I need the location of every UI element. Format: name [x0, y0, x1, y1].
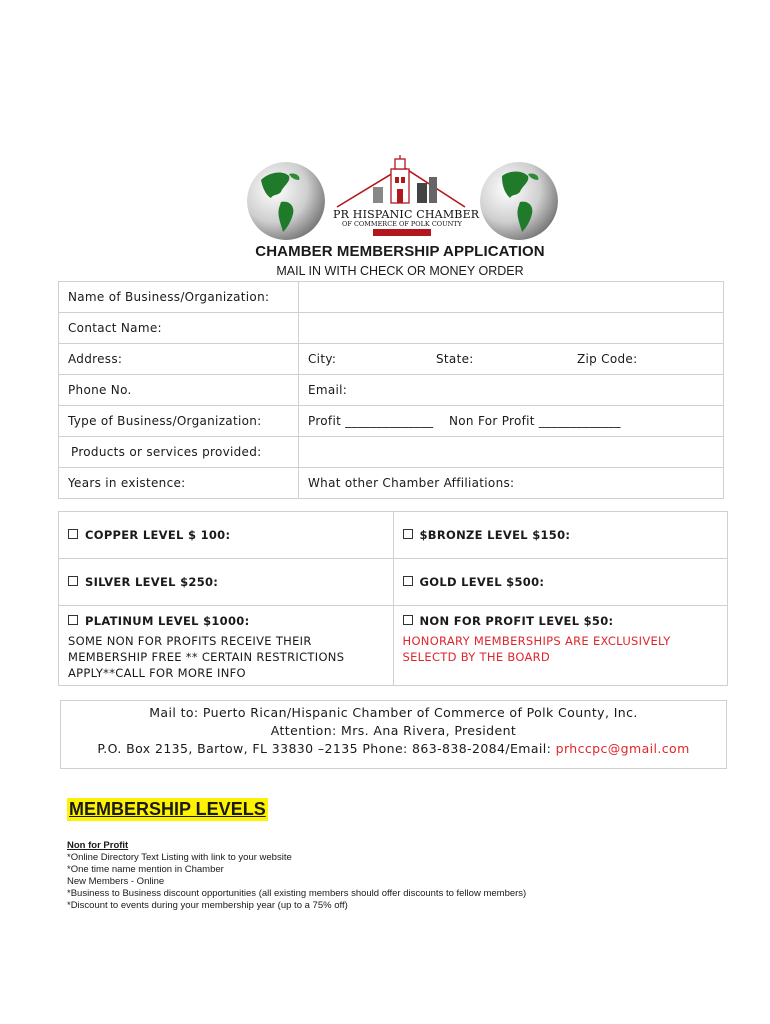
- mailing-info: [60, 700, 727, 769]
- attention-line: Attention: Mrs. Ana Rivera, President: [270, 723, 517, 738]
- state-label: State:: [436, 352, 474, 366]
- platinum-level-option[interactable]: [59, 606, 394, 686]
- email-label[interactable]: Email:: [299, 375, 724, 406]
- membership-benefits-list: [67, 840, 526, 912]
- gold-level-option[interactable]: [393, 559, 728, 606]
- silver-level-label: SILVER LEVEL $250:: [85, 575, 219, 589]
- checkbox-icon[interactable]: [403, 529, 413, 539]
- membership-levels-heading: MEMBERSHIP LEVELS: [69, 799, 266, 819]
- products-field[interactable]: [299, 437, 724, 468]
- checkbox-icon[interactable]: [403, 615, 413, 625]
- bronze-level-label: $BRONZE LEVEL $150:: [419, 528, 571, 542]
- business-type-field[interactable]: [299, 406, 724, 437]
- list-item: *Online Directory Text Listing with link to your website: [67, 852, 292, 863]
- non-profit-level-label: NON FOR PROFIT LEVEL $50:: [419, 614, 614, 628]
- city-label: City:: [308, 352, 337, 366]
- list-item: *One time name mention in Chamber: [67, 864, 224, 875]
- chamber-logo: [333, 155, 480, 241]
- copper-level-label: COPPER LEVEL $ 100:: [85, 528, 231, 542]
- application-form: [58, 281, 724, 499]
- page-subtitle: MAIL IN WITH CHECK OR MONEY ORDER: [276, 264, 524, 278]
- checkbox-icon[interactable]: [68, 529, 78, 539]
- logo-est-band: [373, 229, 431, 236]
- checkbox-icon[interactable]: [403, 576, 413, 586]
- copper-level-option[interactable]: [59, 512, 394, 559]
- address-label: Address:: [59, 344, 299, 375]
- contact-name-field[interactable]: [299, 313, 724, 344]
- gold-level-label: GOLD LEVEL $500:: [419, 575, 545, 589]
- profit-option[interactable]: Profit ______________: [308, 414, 434, 428]
- page-title: CHAMBER MEMBERSHIP APPLICATION: [255, 243, 545, 260]
- non-profit-heading: Non for Profit: [67, 840, 129, 851]
- platinum-level-label: PLATINUM LEVEL $1000:: [85, 614, 250, 628]
- non-profit-level-option[interactable]: [393, 606, 728, 686]
- honorary-note: HONORARY MEMBERSHIPS ARE EXCLUSIVELY SELECTD BY THE BOARD: [402, 634, 671, 664]
- logo-subtitle: OF COMMERCE OF POLK COUNTY: [342, 220, 462, 228]
- list-item: *Discount to events during your membership year (up to a 75% off): [67, 900, 348, 911]
- logo-title: PR HISPANIC CHAMBER: [333, 208, 480, 221]
- products-label: Products or services provided:: [59, 437, 299, 468]
- affiliations-label[interactable]: What other Chamber Affiliations:: [299, 468, 724, 499]
- non-profit-option[interactable]: Non For Profit _____________: [449, 414, 621, 428]
- membership-level-options: [58, 511, 728, 686]
- business-name-label: Name of Business/Organization:: [59, 282, 299, 313]
- business-name-field[interactable]: [299, 282, 724, 313]
- mail-to-line: Mail to: Puerto Rican/Hispanic Chamber of Commerce of Polk County, Inc.: [149, 705, 638, 720]
- non-profit-note: SOME NON FOR PROFITS RECEIVE THEIR MEMBERSHIP FREE ** CERTAIN RESTRICTIONS APPLY**CALL FOR MORE INFO: [68, 634, 345, 680]
- address-phone-text: P.O. Box 2135, Bartow, FL 33830 –2135 Phone: 863-838-2084/Email:: [97, 741, 556, 756]
- checkbox-icon[interactable]: [68, 576, 78, 586]
- list-item: New Members - Online: [67, 876, 165, 887]
- email-link[interactable]: prhccpc@gmail.com: [555, 741, 690, 756]
- list-item: *Business to Business discount opportunities (all existing members should offer discounts to fellow members): [67, 888, 527, 899]
- contact-name-label: Contact Name:: [59, 313, 299, 344]
- years-label: Years in existence:: [59, 468, 299, 499]
- address-row-fields[interactable]: [299, 344, 724, 375]
- checkbox-icon[interactable]: [68, 615, 78, 625]
- globe-logo-right: [480, 162, 558, 240]
- address-phone-line: [61, 740, 726, 758]
- silver-level-option[interactable]: [59, 559, 394, 606]
- globe-logo-left: [247, 162, 325, 240]
- phone-label: Phone No.: [59, 375, 299, 406]
- zip-label: Zip Code:: [577, 352, 638, 366]
- business-type-label: Type of Business/Organization:: [59, 406, 299, 437]
- bronze-level-option[interactable]: [393, 512, 728, 559]
